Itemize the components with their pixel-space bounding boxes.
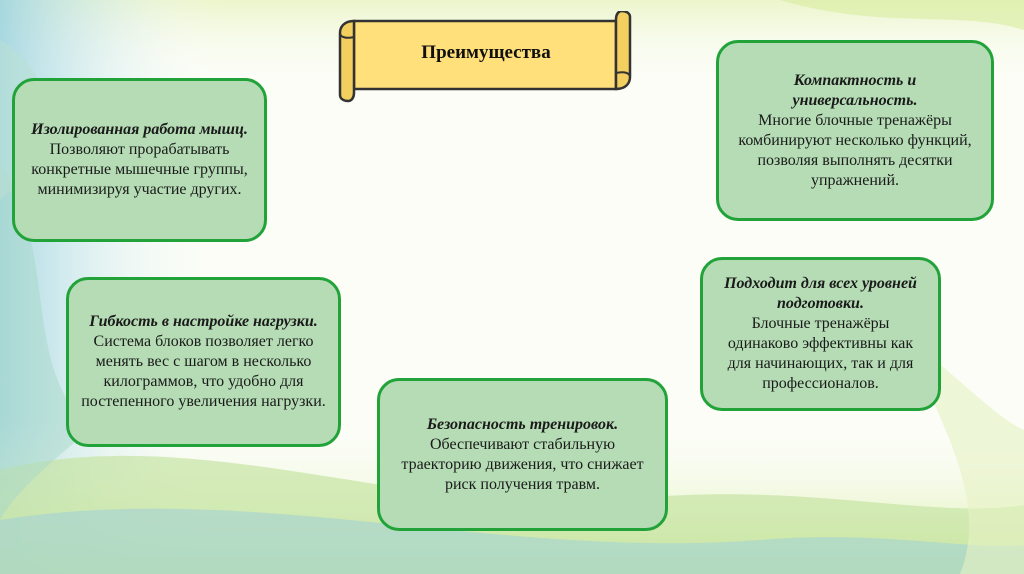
- advantage-card-isolated-work: [12, 78, 267, 242]
- card-text: Многие блочные тренажёры комбинируют несколько функций, позволяя выполнять десятки упражнений.: [738, 111, 972, 189]
- card-heading: Гибкость в настройке нагрузки.: [89, 313, 318, 330]
- card-text: Блочные тренажёры одинаково эффективны как для начинающих, так и для профессионалов.: [727, 315, 914, 392]
- page-title: Преимущества: [421, 42, 551, 63]
- card-heading: Изолированная работа мышц.: [31, 121, 248, 138]
- card-text: Система блоков позволяет легко менять вес с шагом в несколько килограммов, что удобно для постепенного увеличения нагрузки.: [81, 333, 326, 410]
- card-text: Обеспечивают стабильную траекторию движения, что снижает риск получения травм.: [401, 435, 644, 493]
- card-heading: Компактность и универсальность.: [792, 71, 918, 109]
- advantage-card-safety: [377, 378, 668, 531]
- advantage-card-all-levels: [700, 257, 941, 411]
- advantage-card-load-flexibility: [66, 277, 341, 447]
- card-heading: Подходит для всех уровней подготовки.: [724, 275, 917, 312]
- advantage-card-compactness: [716, 40, 994, 221]
- card-text: Позволяют прорабатывать конкретные мышечные группы, минимизируя участие других.: [31, 141, 248, 198]
- card-heading: Безопасность тренировок.: [426, 415, 619, 433]
